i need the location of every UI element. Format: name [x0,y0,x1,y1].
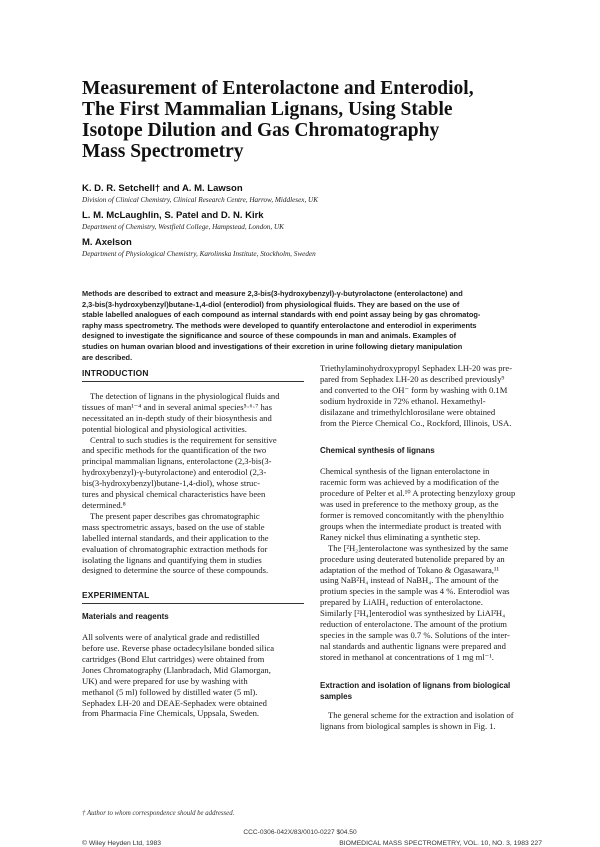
text-line: Sephadex LH-20 and DEAE-Sephadex were obtained [82,697,267,708]
abstract-line: 2,3-bis(3-hydroxybenzyl)butane-1,4-diol (enterodiol) from physiological fluids. They are based on the use of [82,299,460,309]
text-line: species in the sample was 0.7 %. Solutions of the inter- [320,629,510,640]
author-affiliation: Department of Physiological Chemistry, Karolinska Institute, Stockholm, Sweden [82,250,316,258]
section-heading-experimental: EXPERIMENTAL [82,590,304,604]
abstract-line: designed to investigate the significance and source of these compounds in man and animals. Examples of [82,331,457,341]
text-line: stored in methanol at concentrations of 1 mg ml⁻¹. [320,651,494,662]
title-line: The First Mammalian Lignans, Using Stable [82,99,453,120]
text-line: isolating the lignans and quantifying them in studies [82,554,262,565]
author-group-3 [82,237,542,259]
intro-paragraph-1 [82,391,304,435]
abstract [82,289,542,363]
text-line: Similarly [²H₄]enterodiol was synthesized by LiAl²H₄ [320,608,506,619]
text-line: before use. Reverse phase octadecylsilane bonded silica [82,643,275,654]
author-names: K. D. R. Setchell† and A. M. Lawson [82,183,243,194]
title-line: Measurement of Enterolactone and Enterodiol, [82,78,474,99]
text-line: from the Pierce Chemical Co., Rockford, Illinois, USA. [320,417,512,428]
author-footnote: † Author to whom correspondence should be addressed. [82,810,235,817]
text-line: The general scheme for the extraction and isolation of [328,710,514,721]
text-line: using NaB²H₄ instead of NaBH₄. The amount of the [320,575,499,586]
text-line: bis(3-hydroxybenzyl)butane-1,4-diol), whose struc- [82,478,261,489]
copyright-line: © Wiley Heyden Ltd, 1983 [82,840,162,847]
text-line: tures and physical chemical characteristics have been [82,489,266,500]
text-line: from Pharmacia Fine Chemicals, Uppsala, Sweden. [82,708,260,719]
text-line: necessitated an in-depth study of their biosynthesis and [82,412,272,423]
synthesis-paragraph-1 [320,466,542,542]
journal-reference: BIOMEDICAL MASS SPECTROMETRY, VOL. 10, NO. 3, 1983 227 [339,840,542,847]
text-line: disilazane and trimethylchlorosilane were obtained [320,406,496,417]
extraction-paragraph [320,710,542,732]
materials-paragraph [82,632,304,719]
text-line: was used in preference to the methoxy group, as the [320,499,499,510]
text-line: sodium hydroxide in 72% ethanol. Hexamethyl- [320,395,486,406]
author-affiliation: Department of Chemistry, Westfield College, Hampstead, London, UK [82,223,284,231]
author-affiliation: Division of Clinical Chemistry, Clinical Research Centre, Harrow, Middlesex, UK [82,196,319,204]
text-line: designed to determine the source of these compounds. [82,565,269,576]
text-line: tissues of man¹⁻⁴ and in several animal species⁵·⁶·⁷ has [82,401,272,412]
heading-line: Extraction and isolation of lignans from biological [320,680,511,690]
text-line: Jones Chromatography (Llanbradach, Mid Glamorgan, [82,664,271,675]
subsection-heading-extraction [320,681,542,703]
title-line: Mass Spectrometry [82,141,244,162]
text-line: The present paper describes gas chromatographic [90,510,260,521]
title-line: Isotope Dilution and Gas Chromatography [82,120,440,141]
text-line: Triethylaminohydroxypropyl Sephadex LH-20 was pre- [320,363,513,373]
text-line: Raney nickel thus eliminating a synthetic step. [320,531,481,542]
text-line: mass spectrometric assays, based on the use of stable [82,521,265,532]
text-line: evaluation of chromatographic extraction methods for [82,543,268,554]
article-title [82,78,542,162]
text-line: UK) and were prepared for use by washing with [82,675,248,686]
text-line: cartridges (Bond Elut cartridges) were obtained from [82,653,265,664]
subsection-heading-materials: Materials and reagents [82,612,169,622]
abstract-line: studies on human ovarian blood and investigations of their excretion in urine following dietary manipulation [82,341,463,351]
section-heading-introduction: INTRODUCTION [82,368,304,382]
text-line: and converted to the OH⁻ form by washing with 0.1M [320,384,508,395]
text-line: The [²H₂]enterolactone was synthesized by the same [328,542,509,553]
text-line: racemic form was achieved by a modification of the [320,477,499,488]
text-line: Chemical synthesis of the lignan enterolactone in [320,466,490,477]
abstract-line: are described. [82,352,133,362]
abstract-line: raphy mass spectrometry. The methods were developed to quantify enterolactone and enterodiol in experiments [82,320,477,330]
text-line: determined.⁸ [82,499,126,510]
abstract-line: Methods are described to extract and measure 2,3-bis(3-hydroxybenzyl)-γ-butyrolactone (enterolactone) and [82,289,463,298]
text-line: principal mammalian lignans, enterolactone (2,3-bis(3- [82,456,272,467]
author-group-2 [82,210,542,232]
ccc-code: CCC-0306-042X/83/0010-0227 $04.50 [243,829,357,836]
text-line: procedure using deuterated butenolide prepared by an [320,553,505,564]
text-line: and specific methods for the quantification of the two [82,445,267,456]
author-names: M. Axelson [82,237,132,248]
intro-paragraph-2 [82,435,304,511]
synthesis-paragraph-2 [320,543,542,663]
text-line: reduction of enterolactone. The amount of the protium [320,619,507,630]
abstract-line: stable labelled analogues of each compound as internal standards with end point assay being by gas chromatog- [82,310,481,320]
author-names: L. M. McLaughlin, S. Patel and D. N. Kirk [82,210,264,221]
text-line: All solvents were of analytical grade and redistilled [82,632,260,643]
text-line: Central to such studies is the requirement for sensitive [90,434,277,445]
heading-line: samples [320,691,353,701]
text-line: methanol (5 ml) followed by distilled water (5 ml). [82,686,258,697]
author-group-1 [82,183,542,205]
text-line: procedure of Pelter et al.¹⁰ A protecting benzyloxy group [320,488,516,499]
text-line: potential biological and physiological activities. [82,423,247,434]
text-line: former is removed concomitantly with the phenylthio [320,509,504,520]
text-line: groups when the intermediate product is treated with [320,520,502,531]
text-line: nal standards and authentic lignans were prepared and [320,640,506,651]
subsection-heading-synthesis: Chemical synthesis of lignans [320,446,435,456]
right-column [320,363,542,732]
left-column [82,368,304,719]
text-line: pared from Sephadex LH-20 as described previously⁹ [320,373,505,384]
text-line: prepared by LiAlH₄ reduction of enterolactone. [320,597,483,608]
text-line: protium species in the sample was 4 %. Enterodiol was [320,586,510,597]
text-line: lignans from biological samples is shown in Fig. 1. [320,721,496,732]
text-line: adaptation of the method of Tokano & Ogasawara,¹¹ [320,564,500,575]
text-line: labelled internal standards, and their application to the [82,532,269,543]
reagents-paragraph-continued [320,363,542,428]
text-line: hydroxybenzyl)-γ-butyrolactone) and enterodiol (2,3- [82,467,267,478]
intro-paragraph-3 [82,511,304,576]
text-line: The detection of lignans in the physiological fluids and [90,390,280,401]
